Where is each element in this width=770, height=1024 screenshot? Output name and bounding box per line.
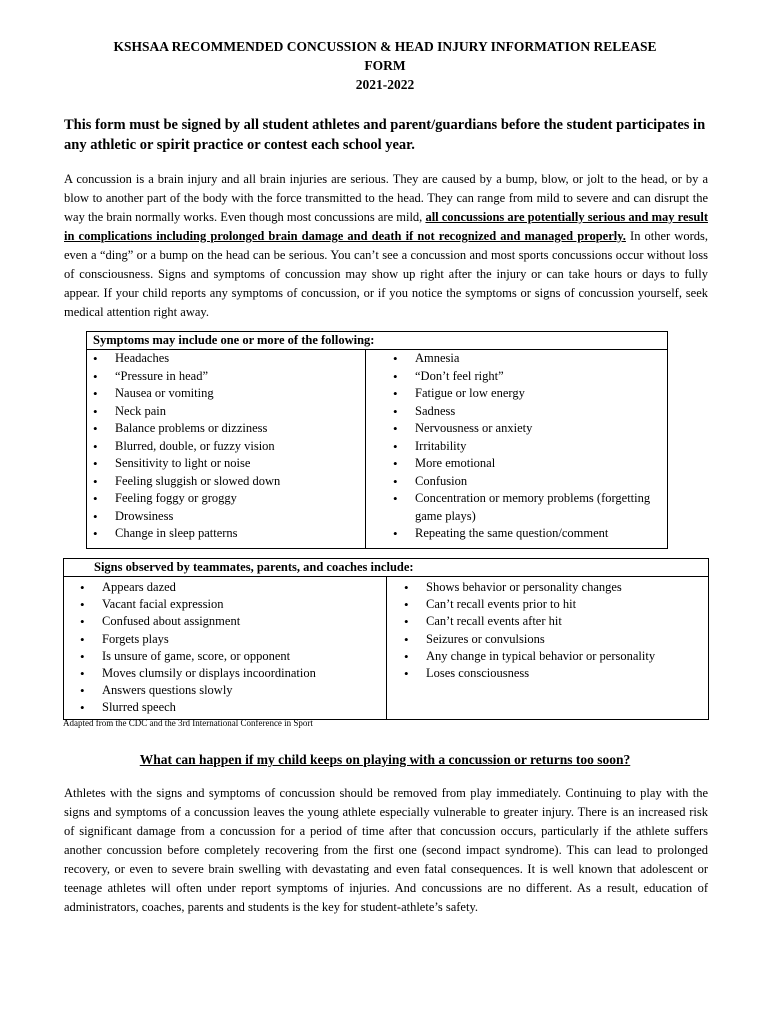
list-item: • Confusion xyxy=(389,473,664,491)
list-item: • Shows behavior or personality changes xyxy=(400,579,700,596)
list-item: • Irritability xyxy=(389,438,664,456)
list-item: • Nervousness or anxiety xyxy=(389,420,664,438)
signs-divider xyxy=(386,577,387,719)
list-item: • Answers questions slowly xyxy=(76,682,376,699)
list-item: • More emotional xyxy=(389,455,664,473)
section-question-heading: What can happen if my child keeps on playing with a concussion or returns too soon? xyxy=(139,752,631,767)
signs-table xyxy=(63,558,709,720)
description-part-2: In other words, even a “ding” or a bump on the head can be serious. You can’t see a concussion and most sports concussions occur without loss of consciousness. Signs and symptoms of concussion may show up right after the injury or can take hours or days to fully appear. If your child reports any symptoms of concussion, or if you notice the symptoms or signs of concussion yourself, seek medical attention right away. xyxy=(64,229,708,319)
list-item: • “Don’t feel right” xyxy=(389,368,664,386)
list-item: • “Pressure in head” xyxy=(89,368,359,386)
page-title xyxy=(60,37,710,94)
signs-heading: Signs observed by teammates, parents, and coaches include: xyxy=(64,559,708,577)
signs-list-left xyxy=(76,579,376,717)
list-item: • Repeating the same question/comment xyxy=(389,525,664,543)
concussion-description xyxy=(64,170,708,322)
list-item: • Loses consciousness xyxy=(400,665,700,682)
title-year: 2021-2022 xyxy=(355,77,415,92)
source-credit: Adapted from the CDC and the 3rd International Conference in Sport xyxy=(63,718,313,728)
list-item: • Fatigue or low energy xyxy=(389,385,664,403)
return-to-play-paragraph: Athletes with the signs and symptoms of concussion should be removed from play immediately. Continuing to play with the signs and symptoms of a concussion leaves the young athlete especially vulnerable to greater injury. There is an increased risk of significant damage from a concussion for a period of time after that concussion occurs, particularly if the athlete suffers another concussion before completely recovering from the first one (second impact syndrome). This can lead to prolonged recovery, or even to severe brain swelling with devastating and even fatal consequences. It is well known that adolescent or teenage athletes will often under report symptoms of injuries. And concussions are no different. As a result, education of administrators, coaches, parents and students is the key for student-athlete’s safety. xyxy=(64,786,708,914)
list-item: • Neck pain xyxy=(89,403,359,421)
list-item: • Vacant facial expression xyxy=(76,596,376,613)
list-item: • Drowsiness xyxy=(89,508,359,526)
list-item: • Appears dazed xyxy=(76,579,376,596)
description-emphasis: all concussions are potentially serious and may result in complications including prolonged brain damage and death if not recognized and managed properly. xyxy=(64,210,708,243)
list-item: • Can’t recall events prior to hit xyxy=(400,596,700,613)
list-item: • Nausea or vomiting xyxy=(89,385,359,403)
title-line-1: KSHSAA RECOMMENDED CONCUSSION & HEAD INJURY INFORMATION RELEASE xyxy=(113,39,657,54)
signs-list-right xyxy=(400,579,700,682)
list-item: • Balance problems or dizziness xyxy=(89,420,359,438)
symptoms-list-left xyxy=(89,350,359,543)
list-item: • Headaches xyxy=(89,350,359,368)
title-line-2: FORM xyxy=(364,58,406,73)
list-item: • Sensitivity to light or noise xyxy=(89,455,359,473)
list-item: • Seizures or convulsions xyxy=(400,631,700,648)
symptoms-heading: Symptoms may include one or more of the following: xyxy=(87,332,667,350)
list-item: • Change in sleep patterns xyxy=(89,525,359,543)
list-item: • Any change in typical behavior or personality xyxy=(400,648,700,665)
list-item: • Is unsure of game, score, or opponent xyxy=(76,648,376,665)
intro-statement: This form must be signed by all student athletes and parent/guardians before the student participates in any athletic or spirit practice or contest each school year. xyxy=(64,117,706,153)
list-item: • Feeling sluggish or slowed down xyxy=(89,473,359,491)
symptoms-table xyxy=(86,331,668,549)
list-item: • Feeling foggy or groggy xyxy=(89,490,359,508)
list-item: • Sadness xyxy=(389,403,664,421)
list-item: • Slurred speech xyxy=(76,699,376,716)
list-item: • Moves clumsily or displays incoordination xyxy=(76,665,376,682)
list-item: • Concentration or memory problems (forgetting game plays) xyxy=(389,490,664,525)
list-item: • Can’t recall events after hit xyxy=(400,613,700,630)
list-item: • Forgets plays xyxy=(76,631,376,648)
symptoms-list-right xyxy=(389,350,664,543)
symptoms-divider xyxy=(365,350,366,548)
list-item: • Amnesia xyxy=(389,350,664,368)
description-part-1: A concussion is a brain injury and all brain injuries are serious. They are caused by a bump, blow, or jolt to the head, or by a blow to another part of the body with the force transmitted to the head. They can range from mild to severe and can disrupt the way the brain normally works. Even though most concussions are mild, xyxy=(64,172,708,224)
list-item: • Blurred, double, or fuzzy vision xyxy=(89,438,359,456)
list-item: • Confused about assignment xyxy=(76,613,376,630)
